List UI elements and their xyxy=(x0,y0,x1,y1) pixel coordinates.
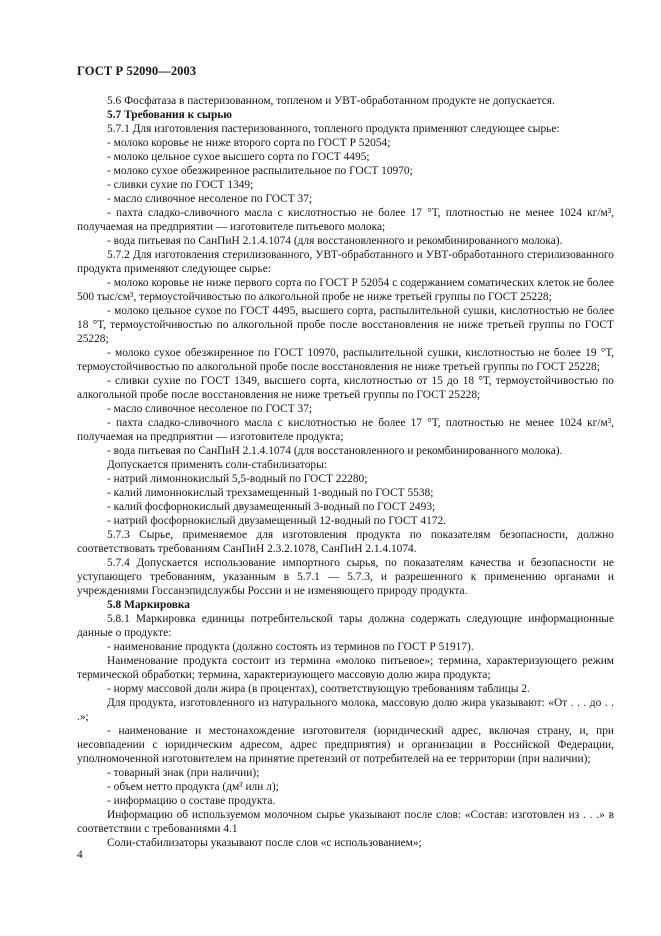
paragraph: - натрий фосфорнокислый двузамещенный 12-водный по ГОСТ 4172. xyxy=(107,515,447,527)
paragraph: 5.7.4 Допускается использование импортного сырья, по показателям качества и безопасности не уступающего требованиям, указанным в 5.7.1 — 5.7.3, и разрешенного к применению органами и учреждениями Госсанэпидслужбы России и не изменяющего природу продукта. xyxy=(77,557,614,597)
document-header: ГОСТ Р 52090—2003 xyxy=(77,64,197,78)
paragraph: Информацию об используемом молочном сырье указывают после слов: «Состав: изготовлен из . . .» в соответствии с требованиями 4.1 xyxy=(77,809,614,835)
paragraph: - объем нетто продукта (дм³ или л); xyxy=(107,781,279,793)
paragraph: - молоко цельное сухое высшего сорта по ГОСТ 4495; xyxy=(107,151,370,163)
paragraph: - молоко коровье не ниже первого сорта по ГОСТ Р 52054 с содержанием соматических клеток не более 500 тыс/см³, термоустойчивостью по алкогольной пробе не ниже третьей группы по ГОСТ 25228; xyxy=(77,277,614,303)
paragraph: 5.7.2 Для изготовления стерилизованного, УВТ-обработанного и УВТ-обработанного стерилизованного продукта применяют следующее сырье: xyxy=(77,249,614,275)
paragraph: - молоко сухое обезжиренное по ГОСТ 10970, распылительной сушки, кислотностью не более 19 °Т, термоустойчивостью по алкогольной пробе после восстановления не ниже третьей группы по ГОСТ 25228; xyxy=(77,347,614,373)
paragraph: - пахта сладко-сливочного масла с кислотностью не более 17 °Т, плотностью не менее 1024 кг/м³, получаемая на предприятии — изготовителе продукта; xyxy=(77,417,614,443)
paragraph: - информацию о составе продукта. xyxy=(107,795,276,807)
document-body xyxy=(77,94,614,850)
paragraph: Допускается применять соли-стабилизаторы: xyxy=(107,459,327,471)
paragraph: - товарный знак (при наличии); xyxy=(107,767,260,779)
paragraph: - сливки сухие по ГОСТ 1349; xyxy=(107,179,254,191)
paragraph: - норму массовой доли жира (в процентах), соответствующую требованиям таблицы 2. xyxy=(107,683,530,695)
paragraph: 5.8.1 Маркировка единицы потребительской тары должна содержать следующие информационные данные о продукте: xyxy=(77,613,614,639)
paragraph: - масло сливочное несоленое по ГОСТ 37; xyxy=(107,403,313,415)
paragraph: - масло сливочное несоленое по ГОСТ 37; xyxy=(107,193,313,205)
paragraph: 5.7.3 Сырье, применяемое для изготовления продукта по показателям безопасности, должно соответствовать требованиям СанПиН 2.3.2.1078, СанПиН 2.1.4.1074. xyxy=(77,529,614,555)
paragraph: - вода питьевая по СанПиН 2.1.4.1074 (для восстановленного и рекомбинированного молока). xyxy=(107,235,563,247)
paragraph: - наименование и местонахождение изготовителя (юридический адрес, включая страну, и, при несовпадении с юридическим адресом, адрес предприятия) и организации в Российской Федерации, уполномоченной изготовителем на принятие претензий от потребителей на ее территории (при наличии); xyxy=(77,725,614,765)
paragraph: Наименование продукта состоит из термина «молоко питьевое»; термина, характеризующего режим термической обработки; термина, характеризующего массовую долю жира продукта; xyxy=(77,655,614,681)
paragraph: - сливки сухие по ГОСТ 1349, высшего сорта, кислотностью от 15 до 18 °Т, термоустойчивостью по алкогольной пробе после восстановления не ниже третьей группы по ГОСТ 25228; xyxy=(77,375,614,401)
paragraph: - вода питьевая по СанПиН 2.1.4.1074 (для восстановленного и рекомбинированного молока). xyxy=(107,445,563,457)
paragraph: 5.7.1 Для изготовления пастеризованного, топленого продукта применяют следующее сырье: xyxy=(107,123,560,135)
paragraph: - калий лимоннокислый трехзамещенный 1-водный по ГОСТ 5538; xyxy=(107,487,434,499)
paragraph: - молоко сухое обезжиренное распылительное по ГОСТ 10970; xyxy=(107,165,413,177)
section-heading: 5.7 Требования к сырью xyxy=(107,109,233,121)
paragraph: - калий фосфорнокислый двузамещенный 3-водный по ГОСТ 2493; xyxy=(107,501,436,513)
page-number: 4 xyxy=(77,849,83,861)
paragraph: - молоко цельное сухое по ГОСТ 4495, высшего сорта, распылительной сушки, кислотностью не более 18 °Т, термоустойчивостью по алкогольной пробе после восстановления не ниже третьей группы по ГОСТ 25228; xyxy=(77,305,614,345)
paragraph: - наименование продукта (должно состоять из терминов по ГОСТ Р 51917). xyxy=(107,641,474,653)
paragraph: - молоко коровье не ниже второго сорта по ГОСТ Р 52054; xyxy=(107,137,391,149)
paragraph: 5.6 Фосфатаза в пастеризованном, топленом и УВТ-обработанном продукте не допускается. xyxy=(107,95,555,107)
paragraph: Для продукта, изготовленного из натурального молока, массовую долю жира указывают: «От . . . до . . .»; xyxy=(77,697,614,723)
paragraph: Соли-стабилизаторы указывают после слов «с использованием»; xyxy=(107,837,422,849)
section-heading: 5.8 Маркировка xyxy=(107,599,190,611)
paragraph: - пахта сладко-сливочного масла с кислотностью не более 17 °Т, плотностью не менее 1024 кг/м³, получаемая на предприятии — изготовителе питьевого молока; xyxy=(77,207,614,233)
paragraph: - натрий лимоннокислый 5,5-водный по ГОСТ 22280; xyxy=(107,473,368,485)
